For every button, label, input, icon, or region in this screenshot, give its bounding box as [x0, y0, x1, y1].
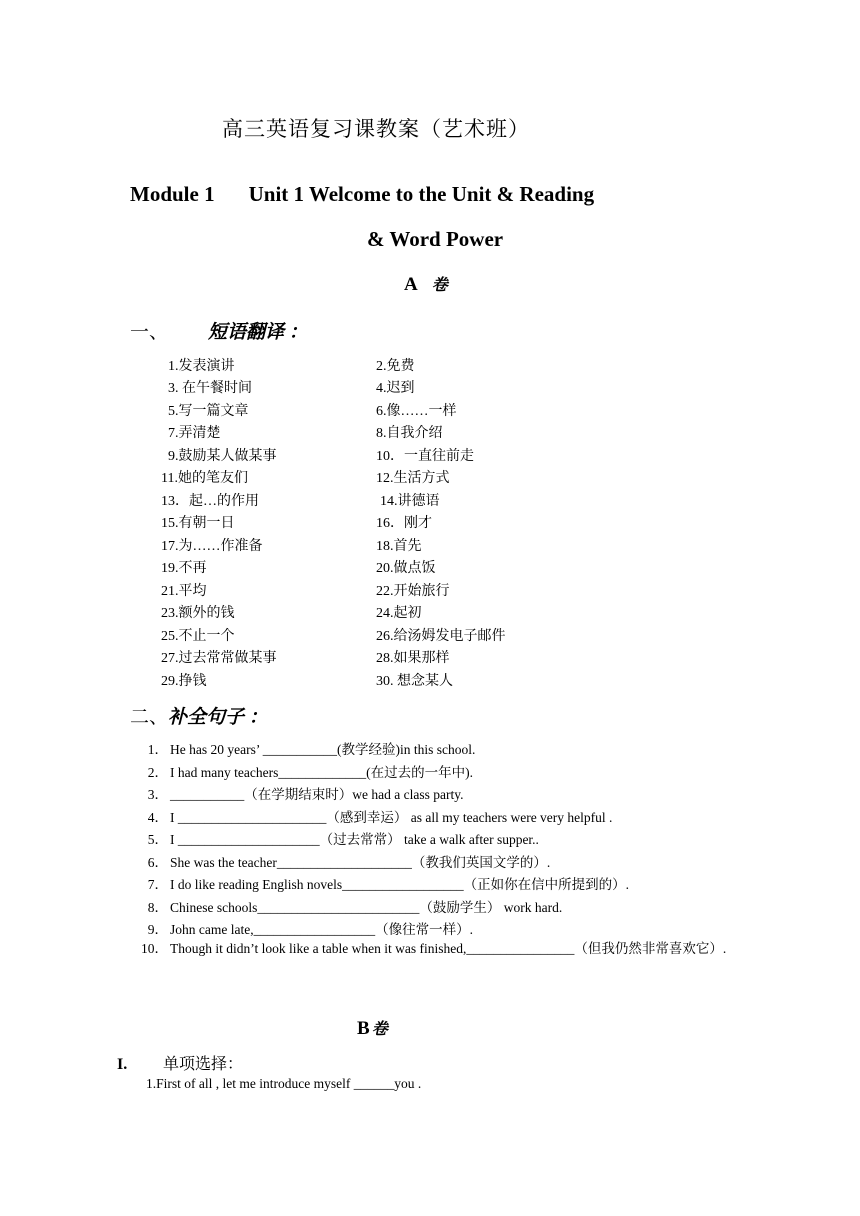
question-item: 1.First of all , let me introduce myself ______you .: [146, 1076, 422, 1091]
phrase-item: 26.给汤姆发电子邮件: [376, 629, 506, 644]
phrase-item: 25.不止一个: [161, 629, 235, 644]
sentence-item: [144, 828, 744, 848]
part2-number: 二、: [130, 707, 169, 728]
sentence-number: 10．: [141, 941, 168, 956]
sentence-item: [144, 896, 744, 916]
phrase-item: 9.鼓励某人做某事: [168, 449, 277, 464]
sentence-item: [144, 918, 744, 938]
part-b1-roman: I.: [117, 1056, 128, 1073]
sentence-number: 8．: [147, 900, 168, 915]
unit-label: Unit 1 Welcome to the Unit & Reading: [248, 182, 595, 206]
sentence-item: [144, 851, 744, 871]
sentence-text: He has 20 years’ ___________(教学经验)in this school.: [170, 742, 476, 757]
phrase-item: 20.做点饭: [376, 561, 436, 576]
phrase-item: 4.迟到: [376, 381, 415, 396]
sentence-text: Though it didn’t look like a table when it was finished,________________（但我仍然非常喜欢它）.: [170, 941, 727, 956]
phrase-item: 7.弄清楚: [168, 426, 221, 441]
sentence-text: I had many teachers_____________(在过去的一年中).: [170, 765, 473, 780]
phrase-item: 14.讲德语: [380, 494, 440, 509]
phrase-item: 28.如果那样: [376, 651, 450, 666]
phrase-item: 8.自我介绍: [376, 426, 443, 441]
phrase-item: 18.首先: [376, 539, 422, 554]
sentence-text: I do like reading English novels__________________（正如你在信中所提到的）.: [170, 877, 629, 892]
section-a-juan: 卷: [431, 277, 448, 294]
sentence-item: [144, 806, 744, 826]
phrase-item: 27.过去常常做某事: [161, 651, 277, 666]
sentence-item: [144, 761, 744, 781]
phrase-item: 2.免费: [376, 359, 415, 374]
sentence-text: ___________（在学期结束时）we had a class party.: [170, 787, 464, 802]
phrase-translation-heading: [130, 317, 308, 344]
part1-title: 短语翻译 ：: [208, 322, 308, 343]
phrase-item: 11.她的笔友们: [161, 471, 248, 486]
section-b-juan: 卷: [371, 1021, 388, 1038]
phrase-item: 16．刚才: [376, 516, 432, 531]
module-heading: [130, 182, 594, 207]
sentence-number: 9．: [147, 922, 168, 937]
phrase-item: 30. 想念某人: [376, 674, 453, 689]
sentence-number: 4．: [147, 810, 168, 825]
sentence-number: 3．: [147, 787, 168, 802]
sentence-text: I ______________________（感到幸运） as all my teachers were very helpful .: [170, 810, 613, 825]
phrase-item: 3. 在午餐时间: [168, 381, 252, 396]
unit-subtitle: & Word Power: [367, 227, 504, 251]
sentence-text: I _____________________（过去常常） take a walk after supper..: [170, 832, 539, 847]
module-label: Module 1: [130, 182, 215, 206]
phrase-item: 1.发表演讲: [168, 359, 235, 374]
phrase-item: 12.生活方式: [376, 471, 450, 486]
section-b-heading: [357, 1016, 388, 1040]
sentence-number: 6．: [147, 855, 168, 870]
section-a-heading: [404, 272, 448, 296]
sentence-text: She was the teacher____________________（教我们英国文学的）.: [170, 855, 551, 870]
sentence-item: [144, 738, 744, 758]
phrase-item: 10．一直往前走: [376, 449, 474, 464]
page-title: 高三英语复习课教案（艺术班）: [222, 117, 530, 141]
phrase-item: 23.额外的钱: [161, 606, 235, 621]
phrase-item: 13．起…的作用: [161, 494, 259, 509]
phrase-item: 6.像……一样: [376, 404, 457, 419]
phrase-item: 21.平均: [161, 584, 207, 599]
part2-title: 补全句子 ：: [168, 707, 268, 728]
sentence-item: [144, 783, 744, 803]
phrase-item: 24.起初: [376, 606, 422, 621]
phrase-item: 17.为……作准备: [161, 539, 263, 554]
sentence-item: [138, 938, 768, 960]
sentence-text: Chinese schools________________________（鼓励学生） work hard.: [170, 900, 563, 915]
phrase-item: 5.写一篇文章: [168, 404, 249, 419]
section-a-letter: A: [404, 274, 418, 295]
multiple-choice-heading: [117, 1051, 243, 1074]
part-b1-title: 单项选择：: [163, 1056, 244, 1073]
part1-number: 一、: [130, 322, 169, 343]
sentence-number: 5．: [147, 832, 168, 847]
section-b-letter: B: [357, 1018, 370, 1039]
phrase-item: 15.有朝一日: [161, 516, 235, 531]
phrase-item: 19.不再: [161, 561, 207, 576]
phrase-item: 29.挣钱: [161, 674, 207, 689]
sentence-number: 2．: [147, 765, 168, 780]
sentence-number: 7．: [147, 877, 168, 892]
sentence-text: John came late,__________________（像往常一样）.: [170, 922, 473, 937]
sentence-number: 1．: [147, 742, 168, 757]
sentence-item: [144, 873, 744, 893]
phrase-item: 22.开始旅行: [376, 584, 450, 599]
sentence-completion-heading: [130, 702, 268, 729]
